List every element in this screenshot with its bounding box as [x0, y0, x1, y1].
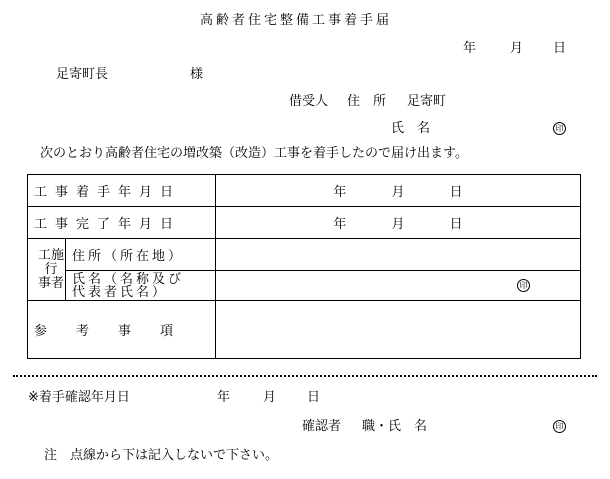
- contractor-name-label: [66, 271, 216, 301]
- notes-label: 参 考 事 項: [28, 301, 216, 359]
- document-title: 高齢者住宅整備工事着手届: [200, 13, 393, 28]
- header-date-month: 月: [510, 41, 524, 56]
- applicant-address-label: 住 所: [347, 94, 387, 109]
- end-date-field[interactable]: [216, 207, 581, 239]
- contractor-address-label: 住所（所在地）: [66, 239, 216, 271]
- contractor-label: [28, 239, 66, 301]
- end-date-day: 日: [449, 217, 463, 232]
- applicant-address-value: 足寄町: [407, 94, 447, 109]
- confirmer-seal-icon: [553, 420, 566, 433]
- table-row-notes: [28, 301, 581, 359]
- contractor-seal-icon: [517, 279, 530, 292]
- contractor-label-mid: 行: [44, 261, 58, 277]
- applicant-name-label: 氏 名: [391, 121, 431, 136]
- end-date-month: 月: [391, 217, 405, 232]
- confirmation-year: 年: [217, 390, 231, 405]
- header-date-year: 年: [463, 41, 477, 56]
- addressee-honorific: 様: [190, 67, 204, 82]
- footer-note: 注 点線から下は記入しないで下さい。: [44, 448, 279, 463]
- confirmation-date-label: ※着手確認年月日: [28, 390, 130, 405]
- notes-field[interactable]: [216, 301, 581, 359]
- start-date-year: 年: [333, 185, 347, 200]
- dotted-separator: [13, 375, 597, 377]
- contractor-label-bottom: 事者: [37, 275, 64, 291]
- contractor-address-field[interactable]: [216, 239, 581, 271]
- contractor-name-field[interactable]: [216, 271, 581, 301]
- applicant-role: 借受人: [289, 94, 329, 109]
- addressee-name: 足寄町長: [56, 67, 109, 82]
- end-date-label: 工事完了年月日: [28, 207, 216, 239]
- table-row-contractor-name: [28, 271, 581, 301]
- confirmer-label: 確認者: [302, 419, 342, 434]
- contractor-name-label-line1: 氏名（名称及び: [72, 271, 185, 287]
- intro-text: 次のとおり高齢者住宅の増改築（改造）工事を着手したので届け出ます。: [40, 146, 468, 161]
- table-row-contractor-address: [28, 239, 581, 271]
- contractor-label-top: 工施: [37, 247, 64, 263]
- confirmation-day: 日: [307, 390, 321, 405]
- start-date-month: 月: [391, 185, 405, 200]
- form-table: [27, 174, 581, 359]
- applicant-seal-icon: [553, 122, 566, 135]
- confirmer-position-label: 職・氏 名: [362, 419, 428, 434]
- table-row-end-date: [28, 207, 581, 239]
- header-date-day: 日: [553, 41, 567, 56]
- table-row-start-date: [28, 175, 581, 207]
- confirmation-month: 月: [263, 390, 277, 405]
- start-date-label: 工事着手年月日: [28, 175, 216, 207]
- start-date-day: 日: [449, 185, 463, 200]
- start-date-field[interactable]: [216, 175, 581, 207]
- end-date-year: 年: [333, 217, 347, 232]
- contractor-name-label-line2: 代表者氏名）: [72, 284, 169, 300]
